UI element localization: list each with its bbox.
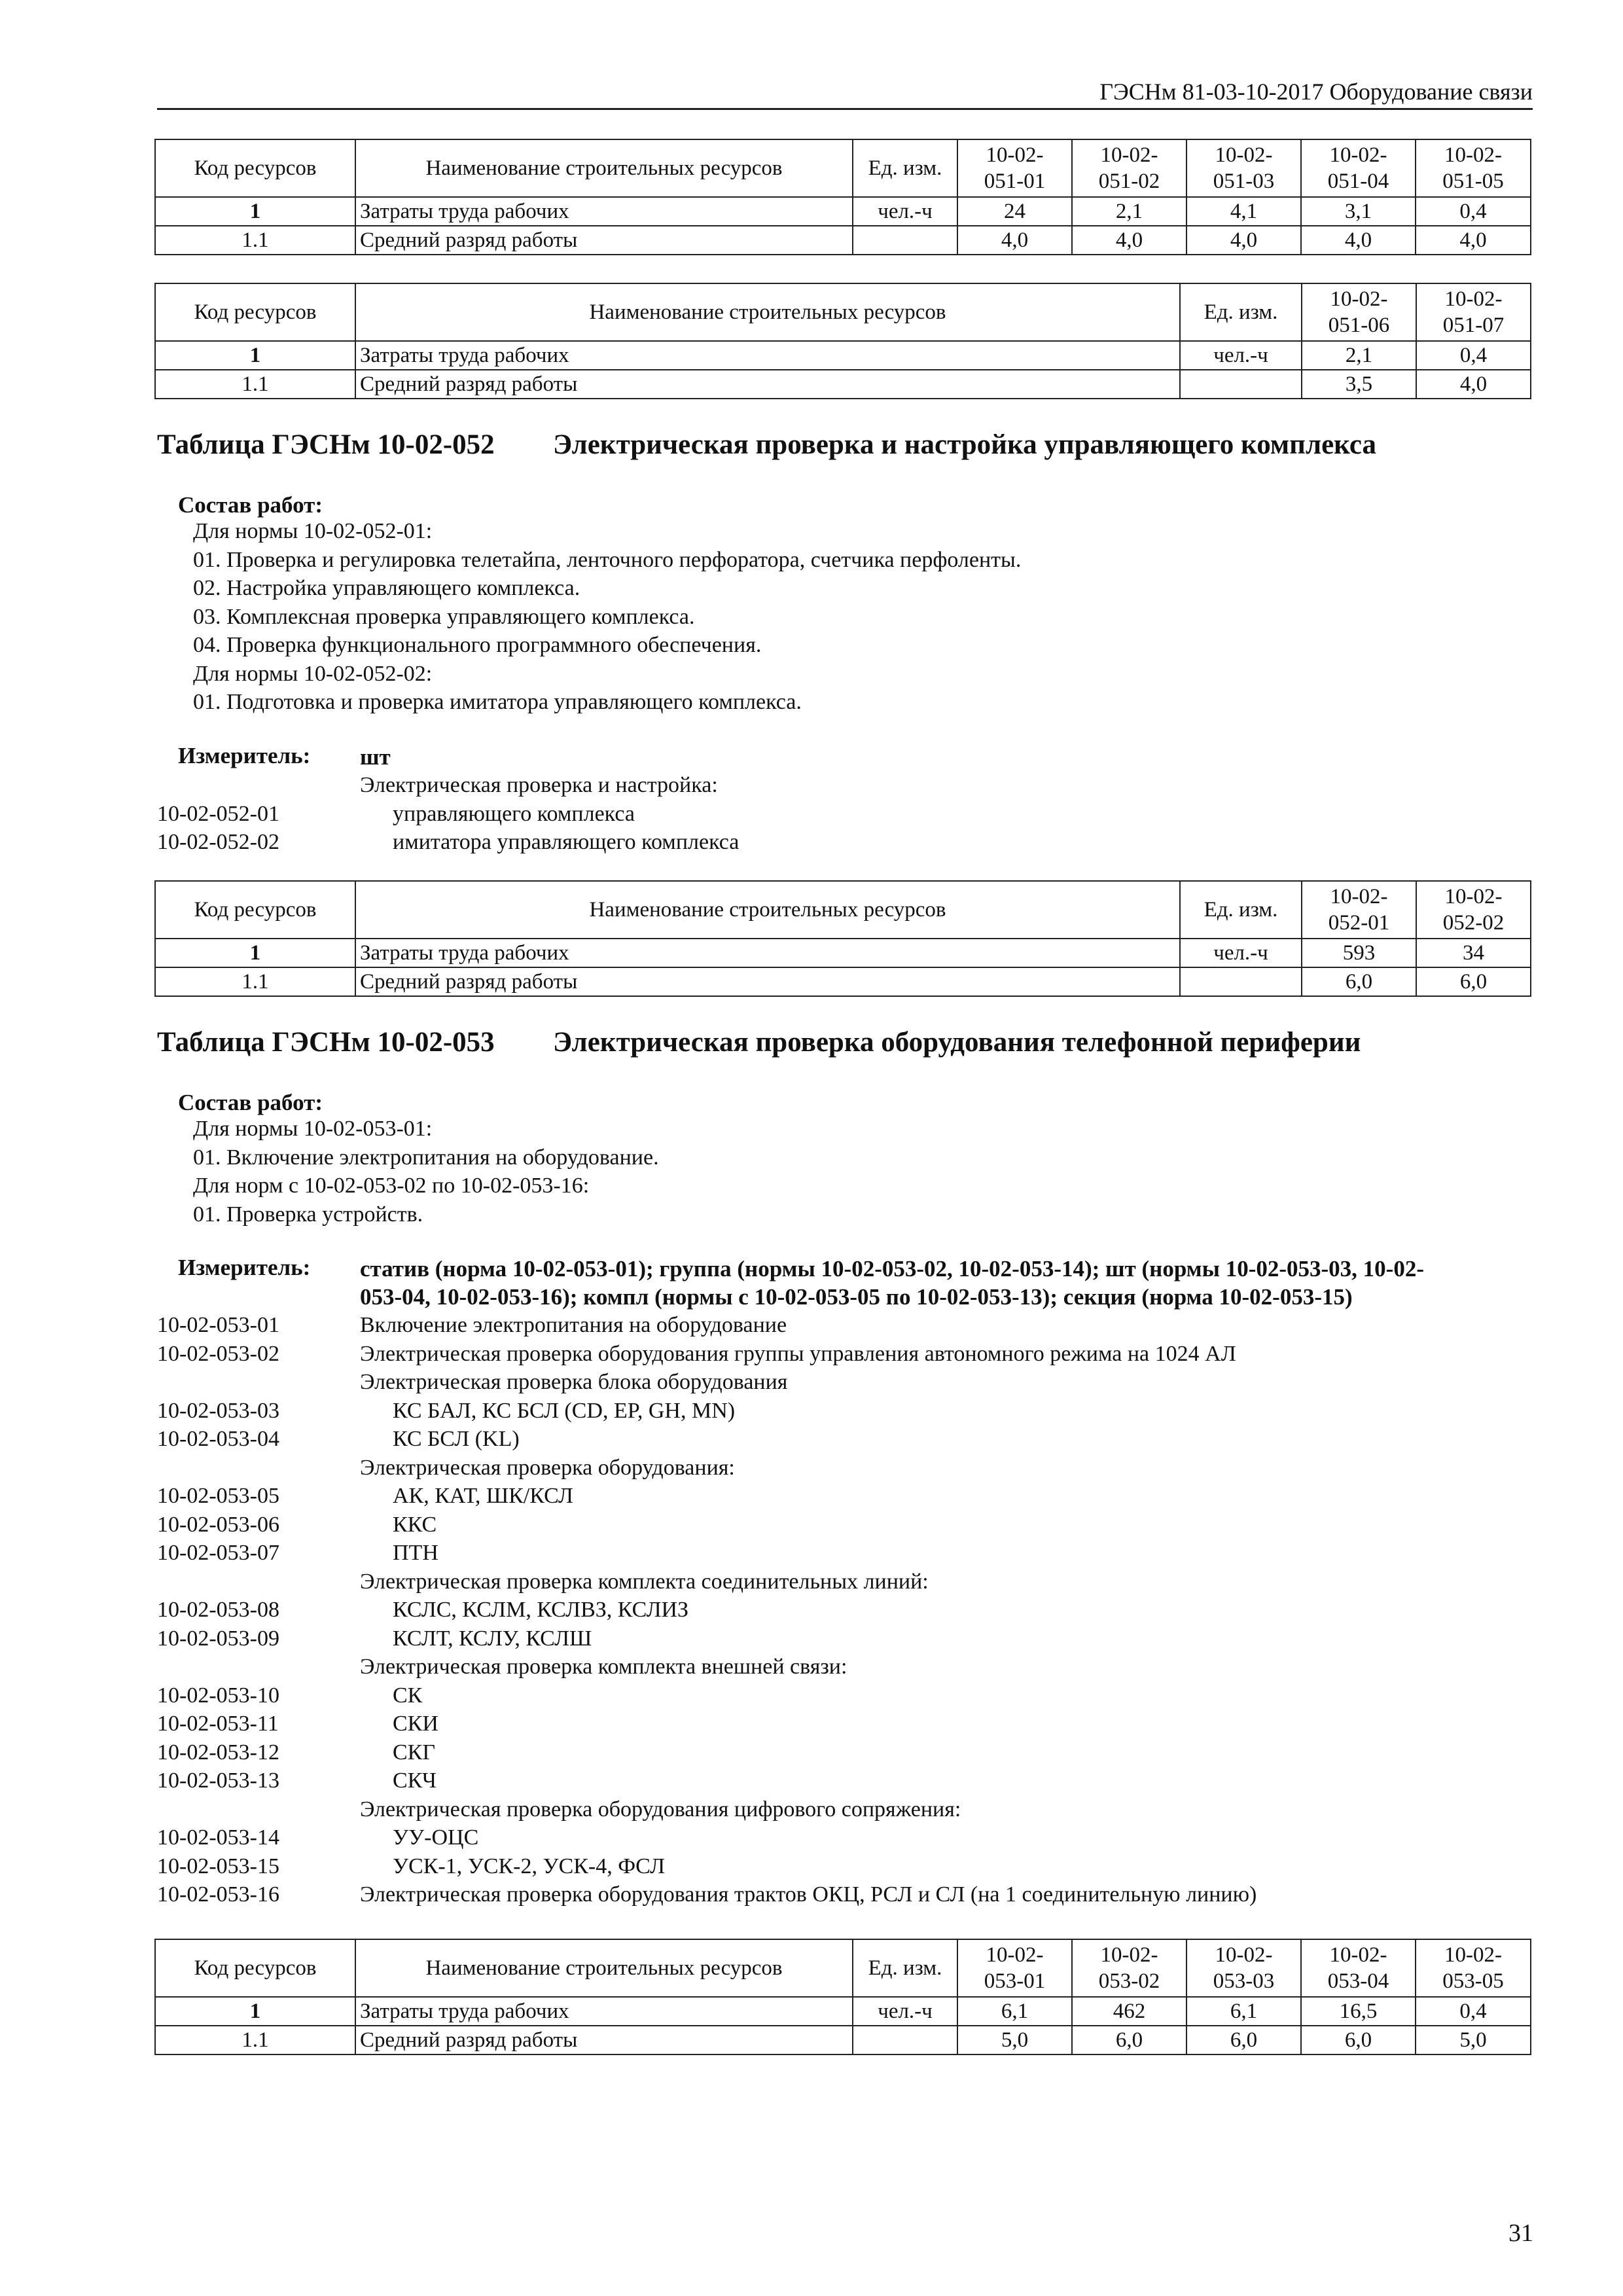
table-row <box>155 967 1531 996</box>
row-name: Затраты труда рабочих <box>355 1997 853 2026</box>
col-norm-header: 10-02- 052-02 <box>1416 881 1531 939</box>
row-unit <box>1180 967 1302 996</box>
works-line: Для норм с 10-02-053-02 по 10-02-053-16: <box>193 1174 590 1198</box>
measure-code: 10-02-053-11 <box>157 1712 279 1736</box>
col-norm-header: 10-02- 053-02 <box>1072 1939 1186 1997</box>
measure-text: СК <box>393 1683 423 1708</box>
measure-row <box>157 1568 1533 1596</box>
measure-row <box>157 1454 1533 1482</box>
table-row <box>155 226 1531 255</box>
measure-code: 10-02-053-15 <box>157 1854 279 1878</box>
measure-code: 10-02-052-02 <box>157 830 279 854</box>
measure-code: 10-02-053-16 <box>157 1882 279 1907</box>
measure-row <box>157 1710 1533 1738</box>
col-unit-header: Ед. изм. <box>853 139 957 197</box>
row-name: Затраты труда рабочих <box>355 341 1180 370</box>
running-header: ГЭСНм 81-03-10-2017 Оборудование связи <box>157 75 1533 110</box>
row-value: 0,4 <box>1416 1997 1531 2026</box>
measure-code: 10-02-053-02 <box>157 1341 279 1366</box>
row-name: Средний разряд работы <box>355 370 1180 399</box>
row-unit: чел.-ч <box>853 197 957 226</box>
measure-unit: шт <box>360 744 391 770</box>
measure-code: 10-02-052-01 <box>157 801 279 826</box>
row-code: 1 <box>155 1997 355 2026</box>
measure-unit-line: 053-04, 10-02-053-16); компл (нормы с 10-02-053-05 по 10-02-053-13); секция (норма 10-02-053-15) <box>360 1284 1353 1310</box>
measure-text: Электрическая проверка оборудования группы управления автономного режима на 1024 АЛ <box>360 1341 1236 1366</box>
col-norm-header: 10-02- 051-02 <box>1072 139 1186 197</box>
works-line: 04. Проверка функционального программного обеспечения. <box>193 633 762 657</box>
table-row <box>155 370 1531 399</box>
table-header-row <box>155 881 1531 939</box>
measure-text: имитатора управляющего комплекса <box>393 830 740 854</box>
measure-text: КСЛС, КСЛМ, КСЛВЗ, КСЛИЗ <box>393 1598 689 1622</box>
table-caption: Электрическая проверка и настройка управляющего комплекса <box>553 429 1376 460</box>
row-code: 1 <box>155 197 355 226</box>
row-code: 1.1 <box>155 226 355 255</box>
row-value: 6,0 <box>1072 2026 1186 2054</box>
resource-table-051a <box>154 139 1531 255</box>
measure-text: ККС <box>393 1512 437 1537</box>
measure-code: 10-02-053-09 <box>157 1626 279 1651</box>
row-value: 2,1 <box>1302 341 1416 370</box>
measure-text: Электрическая проверка оборудования цифрового сопряжения: <box>360 1797 961 1821</box>
works-line: Для нормы 10-02-052-02: <box>193 661 433 686</box>
row-code: 1.1 <box>155 2026 355 2054</box>
measure-row <box>157 1368 1533 1397</box>
measure-code: 10-02-053-10 <box>157 1683 279 1708</box>
measure-row <box>157 771 1533 800</box>
page-number: 31 <box>1508 2219 1533 2247</box>
col-code-header: Код ресурсов <box>155 881 355 939</box>
col-code-header: Код ресурсов <box>155 1939 355 1997</box>
row-name: Затраты труда рабочих <box>355 197 853 226</box>
measure-code: 10-02-053-12 <box>157 1740 279 1765</box>
row-value: 6,0 <box>1301 2026 1416 2054</box>
measure-text: КСЛТ, КСЛУ, КСЛШ <box>393 1626 592 1651</box>
measure-row <box>157 1852 1533 1881</box>
works-line: 01. Проверка и регулировка телетайпа, ленточного перфоратора, счетчика перфоленты. <box>193 547 1022 572</box>
row-value: 593 <box>1302 939 1416 967</box>
measure-list <box>157 1311 1533 1909</box>
measure-text: Электрическая проверка и настройка: <box>360 773 718 797</box>
measure-row <box>157 1596 1533 1624</box>
measure-text: СКЧ <box>393 1768 437 1793</box>
measure-row <box>157 1511 1533 1539</box>
row-value: 6,1 <box>957 1997 1072 2026</box>
table-number: Таблица ГЭСНм 10-02-052 <box>157 429 495 460</box>
col-name-header: Наименование строительных ресурсов <box>355 1939 853 1997</box>
resource-table-053 <box>154 1939 1531 2055</box>
measure-label: Измеритель: <box>178 743 311 768</box>
col-norm-header: 10-02- 051-06 <box>1302 283 1416 341</box>
measure-row <box>157 1767 1533 1795</box>
measure-row <box>157 1653 1533 1681</box>
measure-text: ПТН <box>393 1541 438 1565</box>
row-value: 6,0 <box>1186 2026 1301 2054</box>
measure-row <box>157 800 1533 829</box>
row-value: 5,0 <box>1416 2026 1531 2054</box>
row-value: 4,1 <box>1186 197 1301 226</box>
measure-text: УУ-ОЦС <box>393 1825 479 1850</box>
table-title-053 <box>157 1026 1361 1058</box>
row-value: 4,0 <box>1186 226 1301 255</box>
col-norm-header: 10-02- 052-01 <box>1302 881 1416 939</box>
row-value: 5,0 <box>957 2026 1072 2054</box>
row-value: 4,0 <box>1416 370 1531 399</box>
col-unit-header: Ед. изм. <box>853 1939 957 1997</box>
measure-row <box>157 1738 1533 1767</box>
col-name-header: Наименование строительных ресурсов <box>355 283 1180 341</box>
resource-table-052 <box>154 880 1531 997</box>
col-norm-header: 10-02- 053-05 <box>1416 1939 1531 1997</box>
row-value: 4,0 <box>1072 226 1186 255</box>
measure-row <box>157 1880 1533 1909</box>
measure-code: 10-02-053-01 <box>157 1313 279 1337</box>
measure-text: Электрическая проверка комплекта соединительных линий: <box>360 1569 929 1594</box>
measure-text: Электрическая проверка оборудования: <box>360 1455 735 1480</box>
row-value: 0,4 <box>1416 197 1531 226</box>
measure-row <box>157 1397 1533 1426</box>
measure-row <box>157 1311 1533 1340</box>
measure-text: Электрическая проверка оборудования трактов ОКЦ, РСЛ и СЛ (на 1 соединительную линию) <box>360 1882 1257 1907</box>
table-header-row <box>155 1939 1531 1997</box>
works-line: 01. Подготовка и проверка имитатора управляющего комплекса. <box>193 690 802 714</box>
row-code: 1.1 <box>155 370 355 399</box>
row-unit: чел.-ч <box>1180 939 1302 967</box>
measure-code: 10-02-053-13 <box>157 1768 279 1793</box>
col-norm-header: 10-02- 051-05 <box>1416 139 1531 197</box>
table-header-row <box>155 139 1531 197</box>
row-name: Средний разряд работы <box>355 967 1180 996</box>
row-name: Средний разряд работы <box>355 2026 853 2054</box>
measure-row <box>157 1425 1533 1454</box>
col-norm-header: 10-02- 051-01 <box>957 139 1072 197</box>
resource-table-051b <box>154 283 1531 399</box>
row-unit: чел.-ч <box>853 1997 957 2026</box>
table-title-052 <box>157 429 1376 461</box>
works-heading: Состав работ: <box>178 1090 323 1115</box>
measure-code: 10-02-053-03 <box>157 1398 279 1423</box>
row-code: 1.1 <box>155 967 355 996</box>
measure-text: КС БАЛ, КС БСЛ (CD, EP, GH, MN) <box>393 1398 736 1423</box>
measure-text: СКГ <box>393 1740 436 1765</box>
measure-text: КС БСЛ (KL) <box>393 1427 520 1451</box>
col-norm-header: 10-02- 053-01 <box>957 1939 1072 1997</box>
measure-row <box>157 1539 1533 1568</box>
measure-code: 10-02-053-14 <box>157 1825 279 1850</box>
col-code-header: Код ресурсов <box>155 283 355 341</box>
row-value: 3,5 <box>1302 370 1416 399</box>
col-norm-header: 10-02- 051-03 <box>1186 139 1301 197</box>
measure-text: управляющего комплекса <box>393 801 635 826</box>
works-heading: Состав работ: <box>178 492 323 518</box>
measure-list <box>157 771 1533 857</box>
row-value: 16,5 <box>1301 1997 1416 2026</box>
row-name: Средний разряд работы <box>355 226 853 255</box>
works-line: 01. Проверка устройств. <box>193 1202 423 1227</box>
col-unit-header: Ед. изм. <box>1180 881 1302 939</box>
measure-row <box>157 1823 1533 1852</box>
row-unit <box>1180 370 1302 399</box>
row-code: 1 <box>155 341 355 370</box>
table-row <box>155 1997 1531 2026</box>
measure-text: АК, КАТ, ШК/КСЛ <box>393 1484 573 1508</box>
row-value: 4,0 <box>1416 226 1531 255</box>
works-line: Для нормы 10-02-053-01: <box>193 1117 433 1141</box>
measure-text: Включение электропитания на оборудование <box>360 1313 787 1337</box>
measure-text: СКИ <box>393 1712 438 1736</box>
table-row <box>155 341 1531 370</box>
row-value: 2,1 <box>1072 197 1186 226</box>
table-number: Таблица ГЭСНм 10-02-053 <box>157 1027 495 1058</box>
works-line: 02. Настройка управляющего комплекса. <box>193 576 580 600</box>
row-value: 462 <box>1072 1997 1186 2026</box>
measure-text: Электрическая проверка комплекта внешней связи: <box>360 1655 847 1679</box>
row-code: 1 <box>155 939 355 967</box>
measure-label: Измеритель: <box>178 1255 311 1280</box>
row-value: 0,4 <box>1416 341 1531 370</box>
measure-row <box>157 1482 1533 1511</box>
works-line: 01. Включение электропитания на оборудование. <box>193 1145 659 1170</box>
row-value: 24 <box>957 197 1072 226</box>
table-row <box>155 2026 1531 2054</box>
measure-code: 10-02-053-08 <box>157 1598 279 1622</box>
measure-unit-line: статив (норма 10-02-053-01); группа (нормы 10-02-053-02, 10-02-053-14); шт (нормы 10-02-053-03, 10-02- <box>360 1256 1424 1282</box>
table-row <box>155 197 1531 226</box>
table-header-row <box>155 283 1531 341</box>
measure-row <box>157 1340 1533 1369</box>
row-name: Затраты труда рабочих <box>355 939 1180 967</box>
measure-code: 10-02-053-06 <box>157 1512 279 1537</box>
col-code-header: Код ресурсов <box>155 139 355 197</box>
row-value: 6,1 <box>1186 1997 1301 2026</box>
row-unit <box>853 226 957 255</box>
row-value: 3,1 <box>1301 197 1416 226</box>
col-norm-header: 10-02- 051-04 <box>1301 139 1416 197</box>
col-norm-header: 10-02- 053-04 <box>1301 1939 1416 1997</box>
works-list <box>193 1115 659 1229</box>
measure-row <box>157 1795 1533 1824</box>
row-value: 6,0 <box>1302 967 1416 996</box>
measure-unit <box>360 1255 1538 1311</box>
table-caption: Электрическая проверка оборудования телефонной периферии <box>553 1027 1361 1058</box>
measure-code: 10-02-053-05 <box>157 1484 279 1508</box>
col-norm-header: 10-02- 053-03 <box>1186 1939 1301 1997</box>
row-value: 4,0 <box>957 226 1072 255</box>
col-unit-header: Ед. изм. <box>1180 283 1302 341</box>
col-name-header: Наименование строительных ресурсов <box>355 139 853 197</box>
measure-row <box>157 1681 1533 1710</box>
measure-text: УСК-1, УСК-2, УСК-4, ФСЛ <box>393 1854 666 1878</box>
row-value: 4,0 <box>1301 226 1416 255</box>
row-value: 34 <box>1416 939 1531 967</box>
measure-text: Электрическая проверка блока оборудования <box>360 1370 788 1394</box>
row-value: 6,0 <box>1416 967 1531 996</box>
measure-code: 10-02-053-07 <box>157 1541 279 1565</box>
col-name-header: Наименование строительных ресурсов <box>355 881 1180 939</box>
col-norm-header: 10-02- 051-07 <box>1416 283 1531 341</box>
works-list <box>193 517 1021 717</box>
measure-row <box>157 1624 1533 1653</box>
row-unit <box>853 2026 957 2054</box>
measure-row <box>157 828 1533 857</box>
measure-code: 10-02-053-04 <box>157 1427 279 1451</box>
row-unit: чел.-ч <box>1180 341 1302 370</box>
table-row <box>155 939 1531 967</box>
works-line: 03. Комплексная проверка управляющего комплекса. <box>193 604 695 629</box>
works-line: Для нормы 10-02-052-01: <box>193 519 433 543</box>
